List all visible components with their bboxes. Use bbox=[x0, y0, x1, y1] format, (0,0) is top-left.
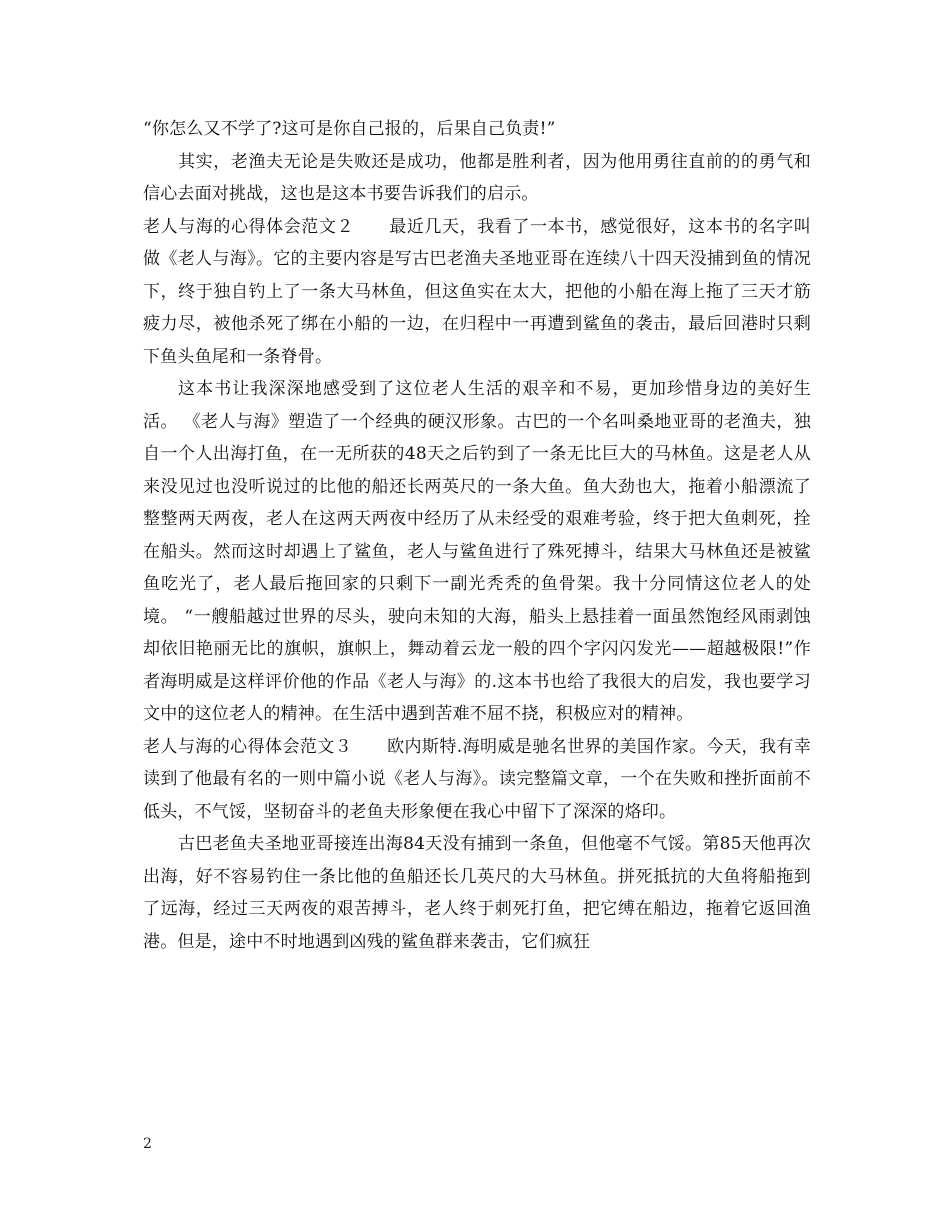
paragraph-quote: “你怎么又不学了?这可是你自己报的，后果自己负责!” bbox=[143, 119, 556, 139]
separator bbox=[352, 737, 387, 757]
section-heading-essay-2: 老人与海的心得体会范文２ bbox=[143, 216, 355, 237]
paragraph-story: 古巴老鱼夫圣地亚哥接连出海84天没有捕到一条鱼，但他毫不气馁。第85天他再次出海，好不容易钓住一条比他的鱼船还长几英尺的大马林鱼。拼死抵抗的大鱼将船拖到了远海，经过三天两夜的艰苦搏斗，老人终于刺死打鱼，把它缚在船边，拖着它返回渔港。但是，途中不时地遇到凶残的鲨鱼群来袭击，它们疯狂 bbox=[143, 834, 811, 952]
paragraph-text: 最近几天，我看了一本书，感觉很好，这本书的名字叫做《老人与海》。它的主要内容是写古巴老渔夫圣地亚哥在连续八十四天没捕到鱼的情况下，终于独自钓上了一条大马林鱼，但这鱼实在太大，把他的小船在海上拖了三天才筋疲力尽，被他杀死了绑在小船的一边，在归程中一再遭到鲨鱼的袭击，最后回港时只剩下鱼头鱼尾和一条脊骨。 bbox=[143, 216, 811, 367]
section-heading-essay-3: 老人与海的心得体会范文３ bbox=[143, 736, 353, 757]
separator bbox=[354, 217, 389, 237]
paragraph-conclusion: 其实，老渔夫无论是失败还是成功，他都是胜利者，因为他用勇往直前的的勇气和信心去面对挑战，这也是这本书要告诉我们的启示。 bbox=[143, 151, 811, 204]
paragraph-text: 欧内斯特.海明威是驰名世界的美国作家。今天，我有幸读到了他最有名的一则中篇小说《老人与海》。读完整篇文章，一个在失败和挫折面前不低头，不气馁，坚韧奋斗的老鱼夫形象便在我心中留下了深深的烙印。 bbox=[143, 736, 812, 822]
paragraph-essay-2 bbox=[143, 211, 811, 374]
paragraph-essay-3 bbox=[143, 731, 811, 829]
paragraph-reflection: 这本书让我深深地感受到了这位老人生活的艰辛和不易，更加珍惜身边的美好生活。 《老人与海》塑造了一个经典的硬汉形象。古巴的一个名叫桑地亚哥的老渔夫，独自一个人出海打鱼，在一无所获的48天之后钓到了一条无比巨大的马林鱼。这是老人从来没见过也没听说过的比他的船还长两英尺的一条大鱼。鱼大劲也大，拖着小船漂流了整整两天两夜，老人在这两天两夜中经历了从未经受的艰难考验，终于把大鱼刺死，拴在船头。然而这时却遇上了鲨鱼，老人与鲨鱼进行了殊死搏斗，结果大马林鱼还是被鲨鱼吃光了，老人最后拖回家的只剩下一副光秃秃的鱼骨架。我十分同情这位老人的处境。 “一艘船越过世界的尽头，驶向未知的大海，船头上悬挂着一面虽然饱经风雨剥蚀却依旧艳丽无比的旗帜，旗帜上，舞动着云龙一般的四个字闪闪发光——超越极限!”作者海明威是这样评价他的作品《老人与海》的.这本书也给了我很大的启发，我也要学习文中的这位老人的精神。在生活中遇到苦难不屈不挠，积极应对的精神。 bbox=[143, 379, 811, 724]
page-number: 2 bbox=[143, 1136, 152, 1152]
document-body bbox=[143, 113, 811, 958]
